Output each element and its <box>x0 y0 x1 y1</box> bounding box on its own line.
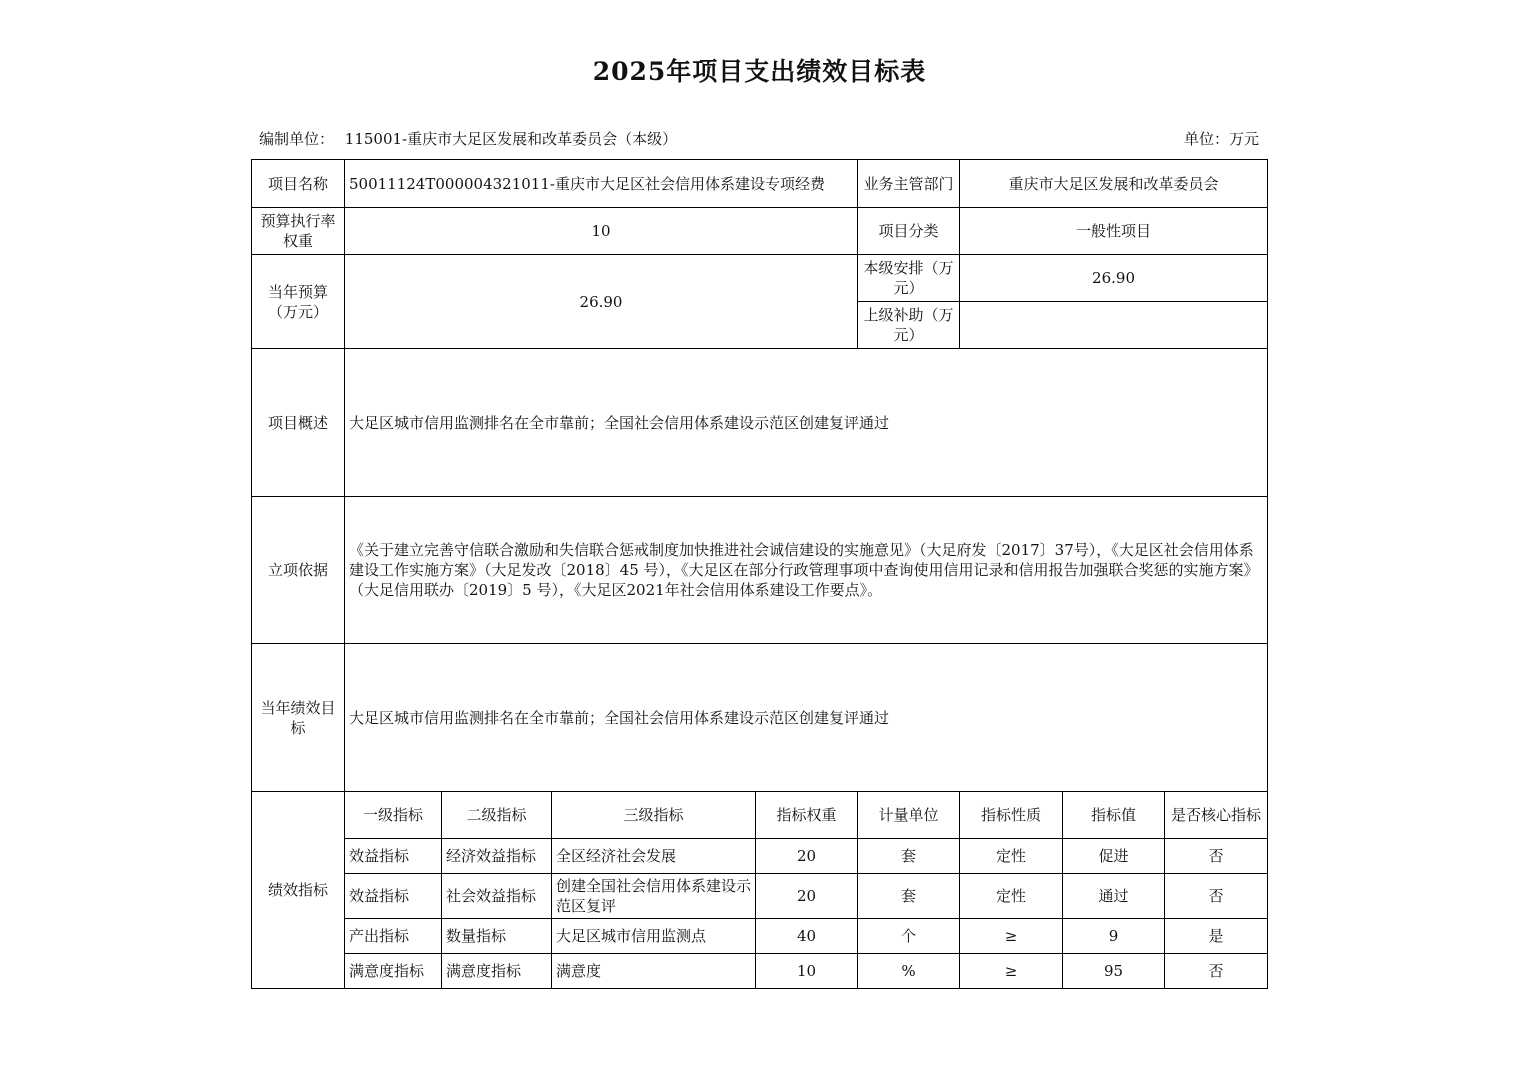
indicators-label: 绩效指标 <box>252 792 345 989</box>
compiling-unit <box>259 128 677 149</box>
cell-level2: 经济效益指标 <box>442 839 552 874</box>
upper-label: 上级补助（万元） <box>858 302 960 349</box>
header-nature: 指标性质 <box>960 792 1063 839</box>
cell-level1: 满意度指标 <box>345 954 442 989</box>
category-label: 项目分类 <box>858 208 960 255</box>
cell-level2: 满意度指标 <box>442 954 552 989</box>
cell-core: 否 <box>1165 874 1268 919</box>
page-title: 2025年项目支出绩效目标表 <box>592 57 927 86</box>
cell-level1: 效益指标 <box>345 839 442 874</box>
exec-weight-label: 预算执行率权重 <box>252 208 345 255</box>
overview-label: 项目概述 <box>252 349 345 497</box>
cell-level1: 产出指标 <box>345 919 442 954</box>
header-weight: 指标权重 <box>756 792 858 839</box>
dept-value: 重庆市大足区发展和改革委员会 <box>960 160 1268 208</box>
cell-unit: 个 <box>858 919 960 954</box>
cell-unit: % <box>858 954 960 989</box>
cell-core: 否 <box>1165 954 1268 989</box>
cell-weight: 10 <box>756 954 858 989</box>
cell-weight: 20 <box>756 874 858 919</box>
cell-core: 是 <box>1165 919 1268 954</box>
cell-value: 9 <box>1063 919 1165 954</box>
header-level3: 三级指标 <box>552 792 756 839</box>
cell-level2: 社会效益指标 <box>442 874 552 919</box>
local-value: 26.90 <box>960 255 1268 302</box>
goal-label: 当年绩效目标 <box>252 644 345 792</box>
cell-value: 95 <box>1063 954 1165 989</box>
header-unit: 计量单位 <box>858 792 960 839</box>
cell-nature: 定性 <box>960 874 1063 919</box>
cell-unit: 套 <box>858 874 960 919</box>
cell-level3: 全区经济社会发展 <box>552 839 756 874</box>
header-value: 指标值 <box>1063 792 1165 839</box>
budget-value: 26.90 <box>345 255 858 349</box>
cell-nature: ≥ <box>960 954 1063 989</box>
header-core: 是否核心指标 <box>1165 792 1268 839</box>
table-row <box>252 919 1268 954</box>
compiling-unit-name: 115001-重庆市大足区发展和改革委员会（本级） <box>344 130 678 148</box>
local-label: 本级安排（万元） <box>858 255 960 302</box>
cell-unit: 套 <box>858 839 960 874</box>
project-name: 50011124T000004321011-重庆市大足区社会信用体系建设专项经费 <box>345 160 858 208</box>
cell-level3: 满意度 <box>552 954 756 989</box>
dept-label: 业务主管部门 <box>858 160 960 208</box>
cell-value: 通过 <box>1063 874 1165 919</box>
table-row <box>252 954 1268 989</box>
basis-value: 《关于建立完善守信联合激励和失信联合惩戒制度加快推进社会诚信建设的实施意见》（大足府发〔2017〕37号），《大足区社会信用体系建设工作实施方案》（大足发改〔2018〕45 号），《大足区在部分行政管理事项中查询使用信用记录和信用报告加强联合奖惩的实施方案》（大足信用联办〔2019〕5 号），《大足区2021年社会信用体系建设工作要点》。 <box>345 497 1268 644</box>
currency-unit: 单位：万元 <box>1184 130 1260 148</box>
cell-weight: 40 <box>756 919 858 954</box>
basis-label: 立项依据 <box>252 497 345 644</box>
header-level2: 二级指标 <box>442 792 552 839</box>
category-value: 一般性项目 <box>960 208 1268 255</box>
table-row <box>252 874 1268 919</box>
overview-value: 大足区城市信用监测排名在全市靠前；全国社会信用体系建设示范区创建复评通过 <box>345 349 1268 497</box>
cell-level2: 数量指标 <box>442 919 552 954</box>
project-name-label: 项目名称 <box>252 160 345 208</box>
compiling-unit-label: 编制单位： <box>259 130 335 148</box>
cell-level3: 大足区城市信用监测点 <box>552 919 756 954</box>
table-row <box>252 839 1268 874</box>
header-level1: 一级指标 <box>345 792 442 839</box>
goal-value: 大足区城市信用监测排名在全市靠前；全国社会信用体系建设示范区创建复评通过 <box>345 644 1268 792</box>
cell-nature: 定性 <box>960 839 1063 874</box>
cell-level1: 效益指标 <box>345 874 442 919</box>
cell-level3: 创建全国社会信用体系建设示范区复评 <box>552 874 756 919</box>
cell-nature: ≥ <box>960 919 1063 954</box>
budget-label: 当年预算（万元） <box>252 255 345 349</box>
upper-value <box>960 302 1268 349</box>
cell-weight: 20 <box>756 839 858 874</box>
cell-core: 否 <box>1165 839 1268 874</box>
cell-value: 促进 <box>1063 839 1165 874</box>
exec-weight-value: 10 <box>345 208 858 255</box>
performance-target-table <box>251 159 1268 989</box>
